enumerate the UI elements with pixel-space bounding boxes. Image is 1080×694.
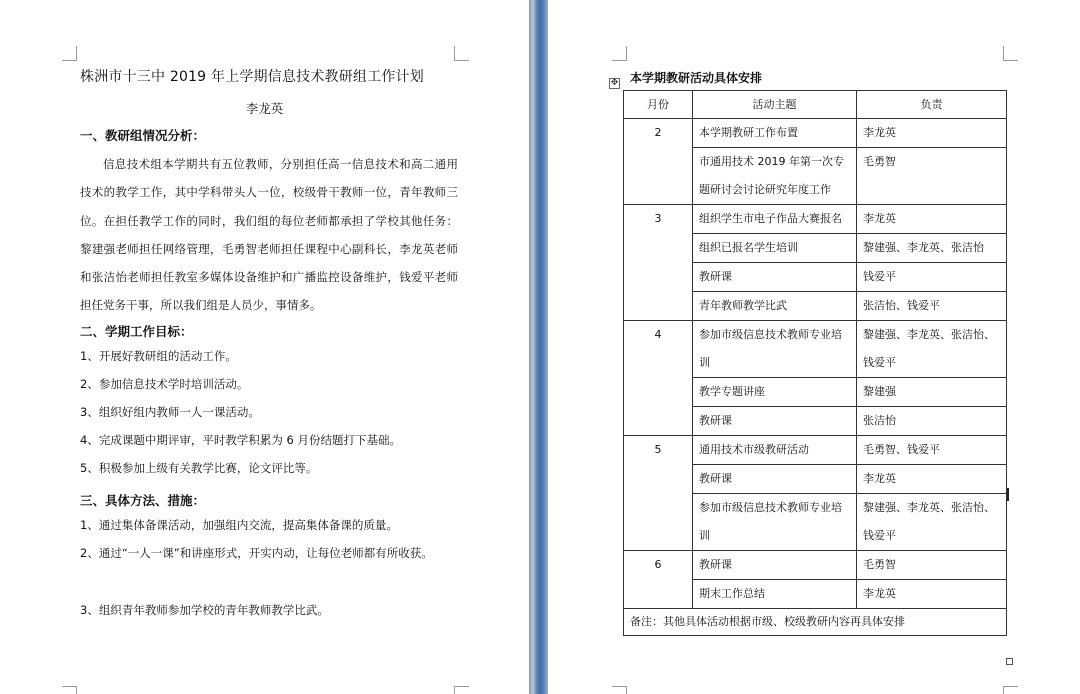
list-item: 3、组织好组内教师一人一课活动。 [80,405,260,419]
topic-cell: 本学期教研工作布置 [693,119,857,148]
list-item: 5、积极参加上级有关教学比赛，论文评比等。 [80,461,318,475]
owner-cell: 张洁怡、钱爱平 [857,292,1007,321]
topic-cell: 青年教师教学比武 [693,292,857,321]
topic-cell: 教研课 [693,551,857,580]
text-cursor [1007,488,1009,501]
month-cell: 5 [624,436,693,551]
topic-cell: 市通用技术 2019 年第一次专题研讨会讨论研究年度工作 [693,148,857,205]
owner-cell: 李龙英 [857,119,1007,148]
page-corner-mark [1003,46,1018,61]
table-row [624,119,1007,148]
section-heading: 一、教研组情况分析： [80,128,206,143]
topic-cell: 期末工作总结 [693,580,857,609]
owner-cell: 黎建强 [857,378,1007,407]
page-corner-mark [62,686,77,694]
topic-cell: 组织已报名学生培训 [693,234,857,263]
table-title: 本学期教研活动具体安排 [630,71,763,85]
section-heading: 二、学期工作目标： [80,324,193,339]
page-corner-mark [454,46,469,61]
topic-cell: 参加市级信息技术教师专业培训 [693,321,857,378]
list-item: 2、参加信息技术学时培训活动。 [80,377,249,391]
owner-cell: 李龙英 [857,465,1007,494]
list-item: 2、通过“一人一课”和讲座形式，开实内动，让每位老师都有所收获。 [80,546,433,560]
topic-cell: 组织学生市电子作品大赛报名 [693,205,857,234]
table-row [624,205,1007,234]
table-note: 备注：其他具体活动根据市级、校级教研内容再具体安排 [624,609,1007,636]
table-row [624,551,1007,580]
owner-cell: 毛勇智、钱爱平 [857,436,1007,465]
column-header-month: 月份 [624,91,693,119]
page-corner-mark [1003,686,1018,694]
owner-cell: 黎建强、李龙英、张洁怡、钱爱平 [857,321,1007,378]
topic-cell: 参加市级信息技术教师专业培训 [693,494,857,551]
section-paragraph: 信息技术组本学期共有五位教师，分别担任高一信息技术和高二通用技术的教学工作，其中学科带头人一位，校级骨干教师一位，青年教师三位。在担任教学工作的同时，我们组的每位老师都承担了学校其他任务：黎建强老师担任网络管理，毛勇智老师担任课程中心副科长，李龙英老师和张洁怡老师担任教室多媒体设备维护和广播监控设备维护，钱爱平老师担任党务干事，所以我们组是人员少，事情多。 [80,157,458,313]
topic-cell: 通用技术市级教研活动 [693,436,857,465]
activity-schedule-table [623,90,1007,636]
topic-cell: 教研课 [693,465,857,494]
owner-cell: 毛勇智 [857,551,1007,580]
owner-cell: 李龙英 [857,205,1007,234]
page-corner-mark [612,686,627,694]
month-cell: 2 [624,119,693,205]
page-gutter [529,0,548,694]
month-cell: 3 [624,205,693,321]
table-row [624,436,1007,465]
table-row [624,321,1007,378]
page-corner-mark [62,46,77,61]
page-corner-mark [454,686,469,694]
owner-cell: 张洁怡 [857,407,1007,436]
column-header-topic: 活动主题 [693,91,857,119]
list-item: 1、通过集体备课活动，加强组内交流，提高集体备课的质量。 [80,518,398,532]
list-item: 4、完成课题中期评审，平时教学积累为 6 月份结题打下基础。 [80,433,401,447]
section-heading: 三、具体方法、措施： [80,493,206,508]
topic-cell: 教学专题讲座 [693,378,857,407]
topic-cell: 教研课 [693,407,857,436]
month-cell: 6 [624,551,693,609]
table-resize-handle[interactable] [1006,658,1013,665]
list-item: 1、开展好教研组的活动工作。 [80,349,237,363]
table-header-row [624,91,1007,119]
owner-cell: 毛勇智 [857,148,1007,205]
owner-cell: 黎建强、李龙英、张洁怡、钱爱平 [857,494,1007,551]
document-author: 李龙英 [245,101,284,116]
owner-cell: 黎建强、李龙英、张洁怡 [857,234,1007,263]
document-title: 株洲市十三中 2019 年上学期信息技术教研组工作计划 [80,69,424,85]
left-page [0,0,529,694]
page-corner-mark [612,46,627,61]
right-page [548,0,1080,694]
owner-cell: 李龙英 [857,580,1007,609]
column-header-owner: 负责 [857,91,1007,119]
topic-cell: 教研课 [693,263,857,292]
month-cell: 4 [624,321,693,436]
list-item: 3、组织青年教师参加学校的青年教师教学比武。 [80,603,329,617]
table-move-handle-icon[interactable]: ✥ [610,78,619,88]
table-note-row [624,609,1007,636]
owner-cell: 钱爱平 [857,263,1007,292]
